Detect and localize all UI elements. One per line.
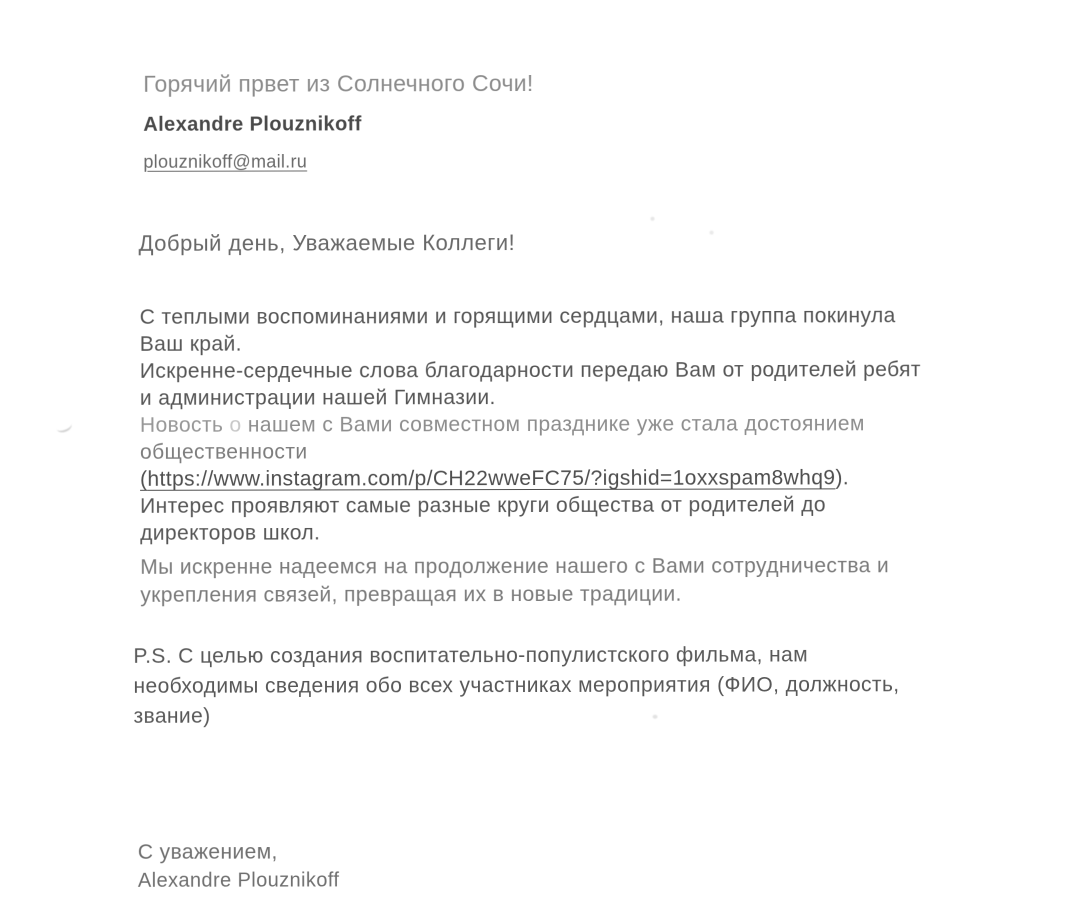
paragraph-hope [140,552,889,610]
news-text: Новость [139,413,230,437]
instagram-link-line [140,464,921,493]
news-text: нашем с Вами совместном празднике уже стала достоянием [241,412,865,437]
ps-line: звание) [133,704,211,728]
open-paren: ( [140,467,148,491]
ps-line: P.S. С целью создания воспитательно-популистского фильма, нам [133,643,809,668]
signature-name: Alexandre Plouznikoff [137,869,340,892]
paragraph-main [140,302,922,547]
subject-line: Горячий првет из Солнечного Сочи! [143,69,534,97]
news-faded-letter: о [229,413,242,437]
postscript [133,640,899,732]
scan-speck-artifact [651,217,655,221]
closing-line: С уважением, [137,840,278,864]
body-line: и администрации нашей Гимназии. [139,386,496,410]
body-line-news [140,410,921,439]
sender-name: Alexandre Plouznikoff [143,113,362,136]
body-line: Искренне-сердечные слова благодарности передаю Вам от родителей ребят [139,358,921,383]
scan-speck-artifact [710,231,714,235]
signature-block [138,837,340,895]
body-line: Мы искренне надеемся на продолжение нашего с Вами сотрудничества и [140,554,890,579]
close-paren: ). [835,466,850,490]
body-line: Интерес проявляют самые разные круги общества от родителей до [140,493,826,518]
sender-email [143,151,307,172]
body-line: Ваш край. [139,332,242,356]
body-line: общественности [139,440,308,464]
ps-line: необходимы сведения обо всех участниках мероприятия (ФИО, должность, [133,673,900,698]
body-line: директоров школ. [140,521,321,545]
instagram-link[interactable] [140,466,835,490]
instagram-url-text: https://www.instagram.com/p/CH22wweFC75/?igshid=1oxxspam8whq9 [147,466,836,491]
scan-speck-artifact [653,715,658,719]
greeting-line: Добрый день, Уважаемые Коллеги! [138,230,516,256]
sender-email-link[interactable]: plouznikoff@mail.ru [143,151,308,172]
scan-smudge-artifact [55,419,74,435]
body-line: укрепления связей, превращая их в новые традиции. [140,582,682,607]
body-line: С теплыми воспоминаниями и горящими сердцами, наша группа покинула [139,304,896,329]
